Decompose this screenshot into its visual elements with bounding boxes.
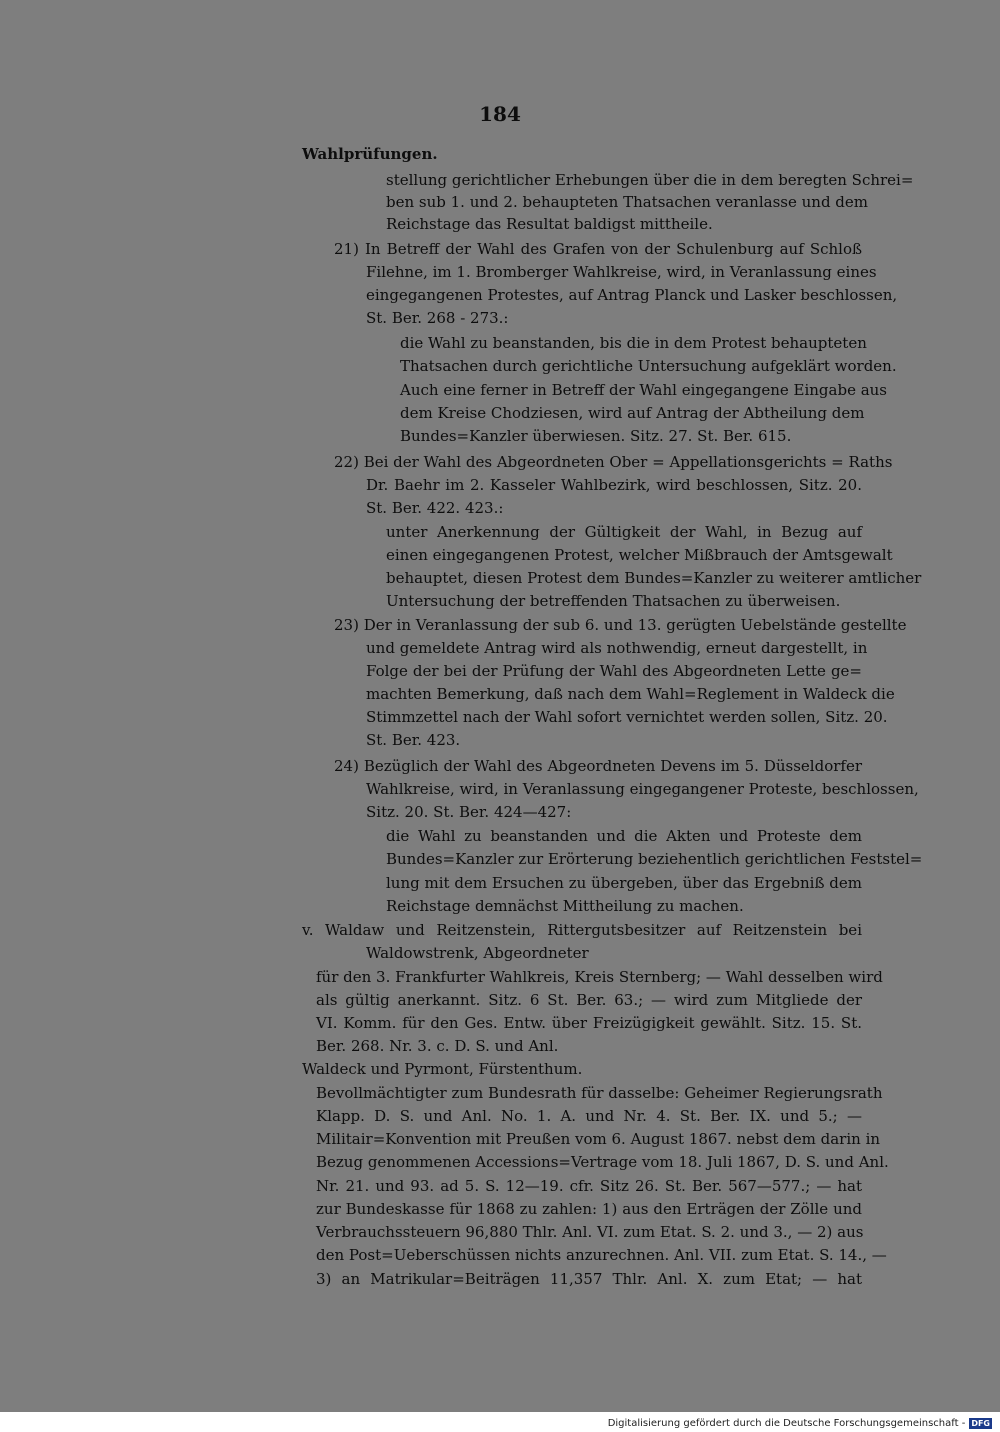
text-line: 22) Bei der Wahl des Abgeordneten Ober = Appellationsgerichts = Raths xyxy=(334,453,893,471)
text-line: dem Kreise Chodziesen, wird auf Antrag der Abtheilung dem xyxy=(400,404,865,422)
text-line: eingegangenen Protestes, auf Antrag Planck und Lasker beschlossen, xyxy=(366,286,898,304)
text-line: Folge der bei der Prüfung der Wahl des Abgeordneten Lette ge= xyxy=(366,662,862,680)
text-line: für den 3. Frankfurter Wahlkreis, Kreis Sternberg; — Wahl desselben wird xyxy=(316,968,883,986)
text-line: unter Anerkennung der Gültigkeit der Wahl, in Bezug auf xyxy=(386,523,862,541)
text-line: Nr. 21. und 93. ad 5. S. 12—19. cfr. Sitz 26. St. Ber. 567—577.; — hat xyxy=(316,1177,862,1195)
text-line: als gültig anerkannt. Sitz. 6 St. Ber. 63.; — wird zum Mitgliede der xyxy=(316,991,862,1009)
text-line: die Wahl zu beanstanden und die Akten und Proteste dem xyxy=(386,827,862,845)
text-line: zur Bundeskasse für 1868 zu zahlen: 1) aus den Erträgen der Zölle und xyxy=(316,1200,862,1218)
entry-heading: Waldeck und Pyrmont, Fürstenthum. xyxy=(302,1060,583,1078)
text-line: 21) In Betreff der Wahl des Grafen von der Schulenburg auf Schloß xyxy=(334,240,862,258)
footer xyxy=(608,1416,992,1430)
entry-heading: v. Waldaw und Reitzenstein, Rittergutsbesitzer auf Reitzenstein bei xyxy=(302,921,862,939)
text-line: Bundes=Kanzler überwiesen. Sitz. 27. St. Ber. 615. xyxy=(400,427,792,445)
text-line: Ber. 268. Nr. 3. c. D. S. und Anl. xyxy=(316,1037,559,1055)
text-line: 3) an Matrikular=Beiträgen 11,357 Thlr. Anl. X. zum Etat; — hat xyxy=(316,1270,862,1288)
text-line: ben sub 1. und 2. behaupteten Thatsachen veranlasse und dem xyxy=(386,193,869,211)
text-line: St. Ber. 422. 423.: xyxy=(366,499,504,517)
text-line: Sitz. 20. St. Ber. 424—427: xyxy=(366,803,572,821)
page-number: 184 xyxy=(479,102,521,126)
text-line: Militair=Konvention mit Preußen vom 6. August 1867. nebst dem darin in xyxy=(316,1130,881,1148)
text-line: lung mit dem Ersuchen zu übergeben, über das Ergebniß dem xyxy=(386,874,862,892)
footer-text: Digitalisierung gefördert durch die Deutsche Forschungsgemeinschaft - xyxy=(607,1417,966,1429)
text-line: St. Ber. 423. xyxy=(366,731,461,749)
text-line: Thatsachen durch gerichtliche Untersuchung aufgeklärt worden. xyxy=(400,357,897,375)
text-line: die Wahl zu beanstanden, bis die in dem Protest behaupteten xyxy=(400,334,867,352)
text-line: stellung gerichtlicher Erhebungen über die in dem beregten Schrei= xyxy=(386,171,914,189)
text-line: den Post=Ueberschüssen nichts anzurechnen. Anl. VII. zum Etat. S. 14., — xyxy=(316,1246,887,1264)
text-line: Waldowstrenk, Abgeordneter xyxy=(366,944,589,962)
text-line: und gemeldete Antrag wird als nothwendig, erneut dargestellt, in xyxy=(366,639,868,657)
text-line: Filehne, im 1. Bromberger Wahlkreise, wird, in Veranlassung eines xyxy=(366,263,877,281)
text-line: Verbrauchssteuern 96,880 Thlr. Anl. VI. zum Etat. S. 2. und 3., — 2) aus xyxy=(316,1223,864,1241)
text-line: Reichstage das Resultat baldigst mittheile. xyxy=(386,215,713,233)
text-line: Wahlkreise, wird, in Veranlassung eingegangener Proteste, beschlossen, xyxy=(366,780,919,798)
text-line: Reichstage demnächst Mittheilung zu machen. xyxy=(386,897,744,915)
text-line: einen eingegangenen Protest, welcher Mißbrauch der Amtsgewalt xyxy=(386,546,893,564)
text-line: Stimmzettel nach der Wahl sofort vernichtet werden sollen, Sitz. 20. xyxy=(366,708,888,726)
section-heading: Wahlprüfungen. xyxy=(302,145,438,163)
text-line: VI. Komm. für den Ges. Entw. über Freizügigkeit gewählt. Sitz. 15. St. xyxy=(316,1014,862,1032)
text-line: Dr. Baehr im 2. Kasseler Wahlbezirk, wird beschlossen, Sitz. 20. xyxy=(366,476,862,494)
text-line: machten Bemerkung, daß nach dem Wahl=Reglement in Waldeck die xyxy=(366,685,895,703)
text-line: 23) Der in Veranlassung der sub 6. und 13. gerügten Uebelstände gestellte xyxy=(334,616,907,634)
text-line: behauptet, diesen Protest dem Bundes=Kanzler zu weiterer amtlicher xyxy=(386,569,922,587)
text-line: 24) Bezüglich der Wahl des Abgeordneten Devens im 5. Düsseldorfer xyxy=(334,757,862,775)
text-line: St. Ber. 268 - 273.: xyxy=(366,309,509,327)
dfg-logo-icon: DFG xyxy=(971,1418,990,1428)
text-line: Auch eine ferner in Betreff der Wahl eingegangene Eingabe aus xyxy=(400,381,888,399)
text-line: Bezug genommenen Accessions=Vertrage vom 18. Juli 1867, D. S. und Anl. xyxy=(316,1153,889,1171)
text-line: Bundes=Kanzler zur Erörterung beziehentlich gerichtlichen Feststel= xyxy=(386,850,923,868)
text-line: Klapp. D. S. und Anl. No. 1. A. und Nr. 4. St. Ber. IX. und 5.; — xyxy=(316,1107,862,1125)
text-line: Untersuchung der betreffenden Thatsachen zu überweisen. xyxy=(386,592,841,610)
text-line: Bevollmächtigter zum Bundesrath für dasselbe: Geheimer Regierungsrath xyxy=(316,1084,883,1102)
